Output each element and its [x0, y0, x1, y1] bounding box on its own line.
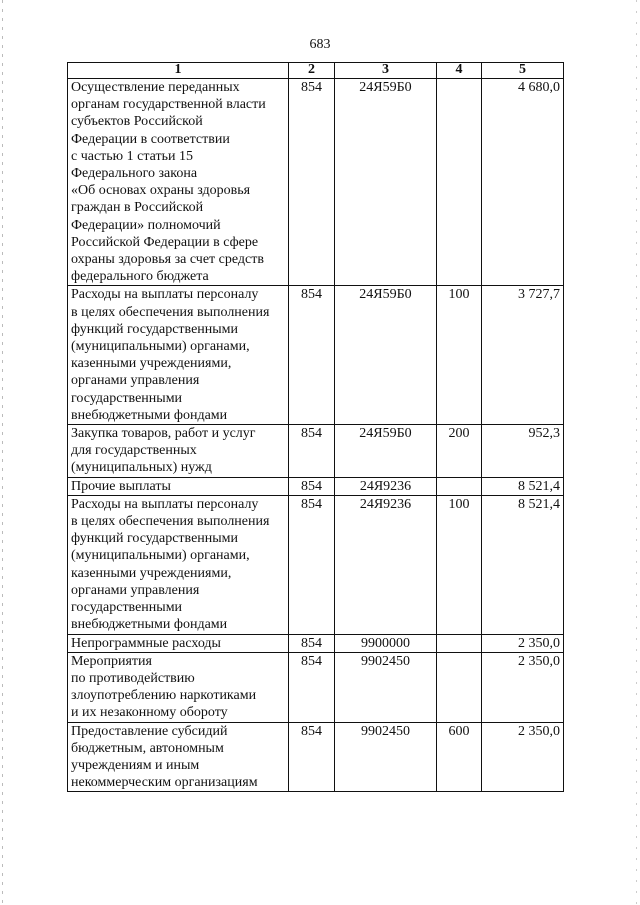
header-col-3: 3: [335, 63, 437, 79]
table-row: [68, 286, 564, 425]
cell-code: 9902450: [335, 652, 437, 722]
header-col-4: 4: [437, 63, 482, 79]
cell-name: Непрограммные расходы: [68, 634, 289, 652]
scan-edge-right: [636, 0, 637, 905]
cell-amount: 952,3: [482, 425, 564, 478]
cell-type: 200: [437, 425, 482, 478]
cell-name: Осуществление переданных органам государственной власти субъектов Российской Федерации в соответствии с частью 1 статьи 15 Федерального закона «Об основах охраны здоровья граждан в Российской Федерации» полномочий Российской Федерации в сфере охраны здоровья за счет средств федерального бюджета: [68, 79, 289, 286]
cell-type: 600: [437, 722, 482, 792]
cell-amount: 8 521,4: [482, 477, 564, 495]
cell-name: Расходы на выплаты персоналу в целях обеспечения выполнения функций государственными (муниципальными) органами, казенными учреждениями, органами управления государственными внебюджетными фондами: [68, 495, 289, 634]
cell-gov: 854: [289, 495, 335, 634]
cell-gov: 854: [289, 477, 335, 495]
cell-name: Расходы на выплаты персоналу в целях обеспечения выполнения функций государственными (муниципальными) органами, казенными учреждениями, органами управления государственными внебюджетными фондами: [68, 286, 289, 425]
cell-name: Предоставление субсидий бюджетным, автономным учреждениям и иным некоммерческим организациям: [68, 722, 289, 792]
table-row: [68, 722, 564, 792]
cell-type: [437, 652, 482, 722]
cell-name: Закупка товаров, работ и услуг для государственных (муниципальных) нужд: [68, 425, 289, 478]
cell-amount: 4 680,0: [482, 79, 564, 286]
cell-type: 100: [437, 495, 482, 634]
cell-amount: 2 350,0: [482, 634, 564, 652]
cell-name: Мероприятия по противодействию злоупотреблению наркотиками и их незаконному обороту: [68, 652, 289, 722]
table-row: [68, 477, 564, 495]
table-row: [68, 425, 564, 478]
cell-code: 24Я59Б0: [335, 286, 437, 425]
cell-amount: 2 350,0: [482, 652, 564, 722]
header-row: [68, 63, 564, 79]
cell-code: 24Я9236: [335, 477, 437, 495]
cell-type: [437, 634, 482, 652]
table-row: [68, 652, 564, 722]
cell-amount: 2 350,0: [482, 722, 564, 792]
cell-code: 24Я59Б0: [335, 425, 437, 478]
cell-gov: 854: [289, 425, 335, 478]
table-row: [68, 495, 564, 634]
table-body: [68, 79, 564, 792]
cell-code: 9900000: [335, 634, 437, 652]
cell-gov: 854: [289, 722, 335, 792]
cell-name: Прочие выплаты: [68, 477, 289, 495]
cell-amount: 3 727,7: [482, 286, 564, 425]
scan-edge-left: [2, 0, 3, 905]
table-row: [68, 634, 564, 652]
cell-gov: 854: [289, 634, 335, 652]
header-col-1: 1: [68, 63, 289, 79]
cell-type: [437, 79, 482, 286]
table-row: [68, 79, 564, 286]
header-col-5: 5: [482, 63, 564, 79]
cell-code: 24Я9236: [335, 495, 437, 634]
cell-type: [437, 477, 482, 495]
cell-code: 24Я59Б0: [335, 79, 437, 286]
cell-type: 100: [437, 286, 482, 425]
cell-gov: 854: [289, 652, 335, 722]
header-col-2: 2: [289, 63, 335, 79]
budget-table: [67, 62, 564, 792]
page-number: 683: [309, 37, 331, 52]
cell-gov: 854: [289, 286, 335, 425]
cell-amount: 8 521,4: [482, 495, 564, 634]
cell-code: 9902450: [335, 722, 437, 792]
cell-gov: 854: [289, 79, 335, 286]
